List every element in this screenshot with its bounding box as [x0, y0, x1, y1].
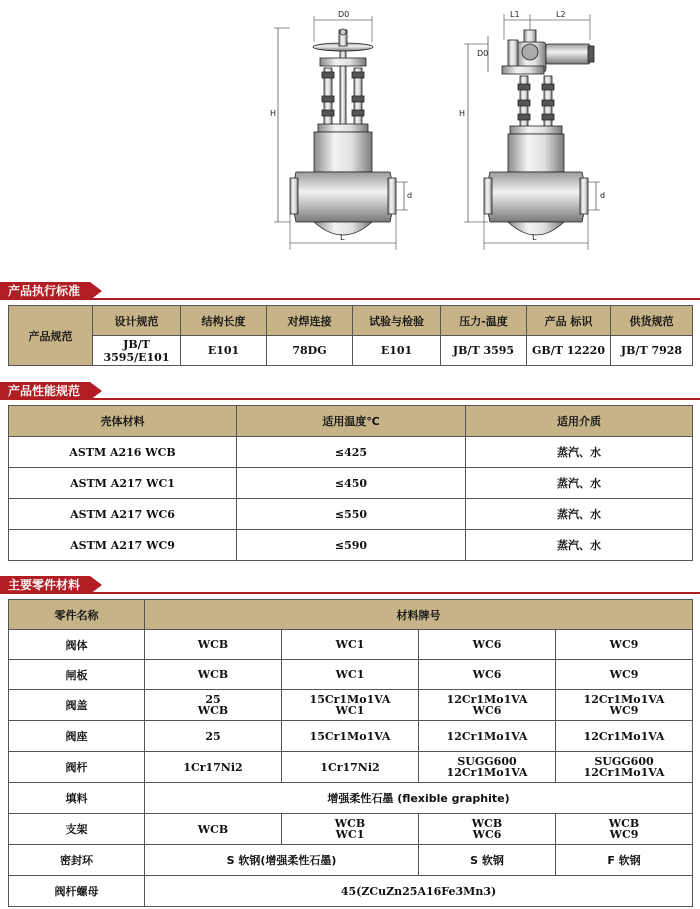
label-l2-right: L2	[556, 10, 566, 19]
material-cell: 45(ZCuZn25A16Fe3Mn3)	[145, 876, 693, 907]
part-name: 阀盖	[9, 690, 145, 721]
part-name: 阀杆螺母	[9, 876, 145, 907]
material-cell: WC1	[282, 630, 419, 660]
material-line: 15Cr1Mo1VA	[309, 693, 391, 706]
table-row	[9, 437, 693, 468]
material-cell	[282, 690, 419, 721]
medium-cell: 蒸汽、水	[466, 499, 693, 530]
part-name: 阀座	[9, 721, 145, 752]
material-line: WC6	[472, 704, 502, 717]
header-supply-spec: 供货规范	[611, 306, 693, 336]
part-name: 填料	[9, 783, 145, 814]
material-cell: ASTM A217 WC9	[9, 530, 237, 561]
value-structure-length: E101	[181, 336, 267, 366]
value-testing: E101	[353, 336, 441, 366]
value-butt-weld: 78DG	[267, 336, 353, 366]
material-cell	[556, 690, 693, 721]
material-line: SUGG600	[594, 755, 654, 768]
header-part-name: 零件名称	[9, 600, 145, 630]
material-cell: 25	[145, 721, 282, 752]
value-design-spec: JB/T 3595/E101	[93, 336, 181, 366]
performance-table	[8, 405, 693, 561]
material-cell	[282, 814, 419, 845]
section-title-standards: 产品执行标准	[0, 282, 90, 300]
section-title-performance: 产品性能规范	[0, 382, 90, 400]
header-testing: 试验与检验	[353, 306, 441, 336]
temperature-cell: ≤425	[237, 437, 466, 468]
table-row	[9, 530, 693, 561]
material-line: SUGG600	[457, 755, 517, 768]
material-cell: WC6	[419, 630, 556, 660]
medium-cell: 蒸汽、水	[466, 468, 693, 499]
table-row	[9, 630, 693, 660]
material-line: 12Cr1Mo1VA	[446, 766, 528, 779]
material-line: WCB	[471, 817, 503, 830]
material-line: WCB	[197, 704, 229, 717]
material-line: 12Cr1Mo1VA	[446, 693, 528, 706]
material-cell: S 软钢(增强柔性石墨)	[145, 845, 419, 876]
table-row	[9, 814, 693, 845]
material-cell: 1Cr17Ni2	[282, 752, 419, 783]
label-l1-right: L1	[510, 10, 520, 19]
part-name: 阀杆	[9, 752, 145, 783]
valve-drawings	[0, 0, 700, 270]
table-row	[9, 876, 693, 907]
temperature-cell: ≤550	[237, 499, 466, 530]
material-cell: ASTM A217 WC6	[9, 499, 237, 530]
header-shell-material: 壳体材料	[9, 406, 237, 437]
table-row	[9, 783, 693, 814]
medium-cell: 蒸汽、水	[466, 437, 693, 468]
material-line: WCB	[608, 817, 640, 830]
handwheel-valve-drawing	[274, 16, 408, 250]
table-row	[9, 690, 693, 721]
material-line: WCB	[334, 817, 366, 830]
header-medium: 适用介质	[466, 406, 693, 437]
section-divider	[0, 398, 700, 400]
material-cell: ASTM A217 WC1	[9, 468, 237, 499]
material-cell: WC1	[282, 660, 419, 690]
material-cell: 15Cr1Mo1VA	[282, 721, 419, 752]
material-cell: S 软钢	[419, 845, 556, 876]
standards-table	[8, 305, 693, 366]
medium-cell: 蒸汽、水	[466, 530, 693, 561]
label-l-right: L	[532, 233, 537, 242]
value-marking: GB/T 12220	[527, 336, 611, 366]
section-divider	[0, 298, 700, 300]
material-line: 25	[205, 693, 221, 706]
table-row	[9, 845, 693, 876]
header-design-spec: 设计规范	[93, 306, 181, 336]
material-line: WC1	[335, 704, 365, 717]
material-cell: 12Cr1Mo1VA	[419, 721, 556, 752]
table-row	[9, 660, 693, 690]
value-supply-spec: JB/T 7928	[611, 336, 693, 366]
table-row	[9, 499, 693, 530]
table-row	[9, 752, 693, 783]
part-name: 支架	[9, 814, 145, 845]
part-name: 阀体	[9, 630, 145, 660]
material-cell	[556, 752, 693, 783]
material-line: WC1	[335, 828, 365, 841]
material-cell	[419, 752, 556, 783]
header-temperature: 适用温度℃	[237, 406, 466, 437]
temperature-cell: ≤450	[237, 468, 466, 499]
material-cell: WC9	[556, 630, 693, 660]
header-marking: 产品 标识	[527, 306, 611, 336]
material-line: 12Cr1Mo1VA	[583, 693, 665, 706]
material-cell: ASTM A216 WCB	[9, 437, 237, 468]
material-line: WC6	[472, 828, 502, 841]
label-d0-left: D0	[338, 10, 350, 19]
header-pressure-temp: 压力-温度	[441, 306, 527, 336]
material-cell: WC6	[419, 660, 556, 690]
part-name: 密封环	[9, 845, 145, 876]
label-d-right: d	[600, 191, 606, 200]
table-row	[9, 468, 693, 499]
header-material-grade: 材料牌号	[145, 600, 693, 630]
section-title-materials: 主要零件材料	[0, 576, 90, 594]
label-l-left: L	[340, 233, 345, 242]
material-cell: WCB	[145, 660, 282, 690]
value-pressure-temp: JB/T 3595	[441, 336, 527, 366]
label-h-left: H	[270, 109, 277, 118]
material-cell: WCB	[145, 630, 282, 660]
temperature-cell: ≤590	[237, 530, 466, 561]
material-cell: WCB	[145, 814, 282, 845]
material-cell: F 软钢	[556, 845, 693, 876]
material-line: 12Cr1Mo1VA	[583, 766, 665, 779]
label-d0-right: D0	[477, 49, 489, 58]
materials-table	[8, 599, 693, 907]
header-structure-length: 结构长度	[181, 306, 267, 336]
table-row	[9, 721, 693, 752]
material-cell: 增强柔性石墨 (flexible graphite)	[145, 783, 693, 814]
header-butt-weld: 对焊连接	[267, 306, 353, 336]
part-name: 闸板	[9, 660, 145, 690]
label-d-left: d	[407, 191, 413, 200]
row-label-spec: 产品规范	[9, 306, 93, 366]
material-line: WC9	[609, 704, 639, 717]
material-cell: WC9	[556, 660, 693, 690]
material-cell	[419, 690, 556, 721]
material-cell	[419, 814, 556, 845]
material-cell: 1Cr17Ni2	[145, 752, 282, 783]
material-cell: 12Cr1Mo1VA	[556, 721, 693, 752]
label-h-right: H	[459, 109, 466, 118]
material-cell	[556, 814, 693, 845]
material-cell	[145, 690, 282, 721]
material-line: WC9	[609, 828, 639, 841]
section-divider	[0, 592, 700, 594]
